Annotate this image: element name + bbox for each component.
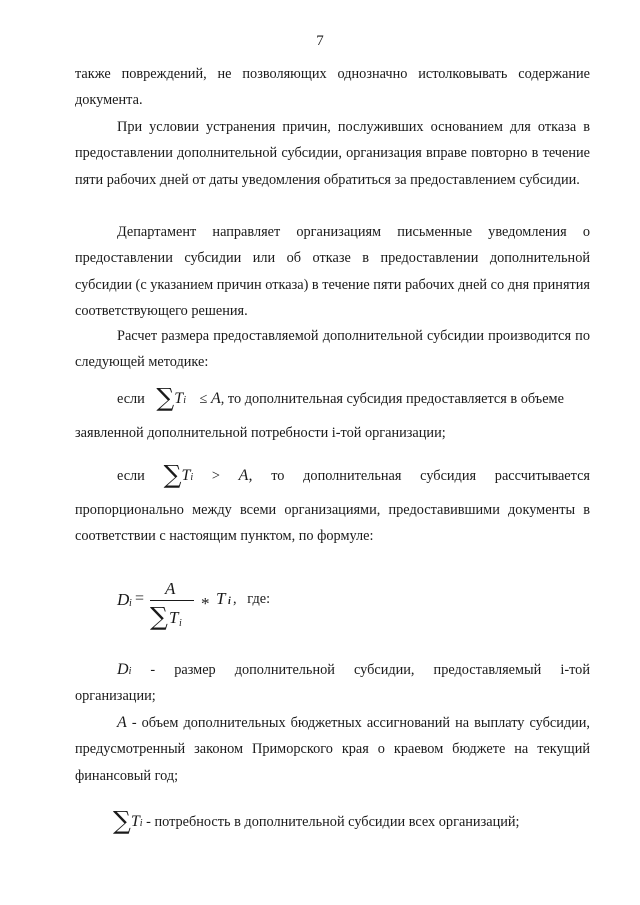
paragraph-1-line-2: документа. bbox=[75, 92, 143, 109]
paragraph-4: Расчет размера предоставляемой дополнительной субсидии производится по следующей методике: bbox=[75, 328, 590, 371]
condition-2-continuation-2: соответствии с настоящим пунктом, по формуле: bbox=[75, 528, 374, 544]
var-T: T bbox=[174, 390, 184, 407]
var-A: A bbox=[210, 390, 221, 407]
formula-where: , где: bbox=[233, 591, 271, 607]
sum-symbol: ∑ bbox=[156, 383, 175, 412]
definition-sum-T: ∑Ti - потребность в дополнительной субсидии всех организаций; bbox=[113, 806, 520, 835]
definition-D: Di - размер дополнительной субсидии, предоставляемый i-той bbox=[117, 661, 590, 678]
def-A-symbol: A bbox=[117, 714, 127, 731]
formula-denominator-T: T bbox=[169, 608, 179, 627]
condition-1-if: если bbox=[117, 391, 145, 407]
var-A: A, bbox=[238, 467, 253, 484]
condition-1 bbox=[117, 385, 564, 410]
def-D-sub: i bbox=[128, 666, 132, 677]
sum-symbol: ∑ bbox=[163, 460, 182, 489]
def-D-symbol: D bbox=[117, 661, 129, 678]
condition-2-continuation-1: пропорционально между всеми организациями, предоставившими документы в bbox=[75, 502, 590, 518]
condition-2-word-3: рассчитывается bbox=[494, 468, 590, 484]
paragraph-2: При условии устранения причин, послуживших основанием для отказа в предоставлении дополнительной субсидии, организация вправе повторно в течение пяти рабочих дней от даты уведомления обратиться за предоставлением субсидии. bbox=[75, 119, 590, 188]
formula-T: T bbox=[216, 589, 226, 608]
formula-denominator-sub: i bbox=[179, 618, 182, 629]
formula-D: D bbox=[117, 590, 130, 609]
formula-equals: = bbox=[135, 590, 145, 607]
condition-1-continuation: заявленной дополнительной потребности i-той организации; bbox=[75, 425, 446, 441]
definition-A: A - объем дополнительных бюджетных ассигнований на выплату субсидии, предусмотренный законом Приморского края о краевом бюджете на текущий финансовый год; bbox=[75, 714, 590, 784]
sub-i: i bbox=[183, 395, 186, 406]
paragraph-3: Департамент направляет организациям письменные уведомления о предоставлении субсидии или об отказе в предоставлении дополнительной субсидии (с указанием причин отказа) в течение пяти рабочих дней со дня принятия соответствующего решения. bbox=[75, 224, 590, 319]
leq-operator: ≤ bbox=[199, 391, 208, 407]
definition-D-continuation: организации; bbox=[75, 688, 156, 704]
formula-T-sub: i bbox=[228, 596, 231, 607]
def-T-symbol: T bbox=[130, 813, 140, 830]
condition-2-word-1: дополнительная bbox=[303, 468, 402, 484]
fraction-bar bbox=[150, 600, 194, 601]
condition-2-then: то bbox=[271, 468, 285, 484]
formula-sum: ∑ bbox=[150, 602, 168, 631]
def-sum-symbol: ∑ bbox=[113, 806, 131, 835]
paragraph-1-line-1: также повреждений, не позволяющих однозначно истолковывать содержание bbox=[75, 66, 590, 82]
gt-operator: > bbox=[211, 468, 220, 484]
condition-2-if: если bbox=[117, 468, 145, 484]
var-T: T bbox=[181, 467, 191, 484]
formula bbox=[117, 576, 317, 636]
page-number: 7 bbox=[316, 33, 324, 49]
formula-times: * bbox=[201, 594, 210, 613]
formula-numerator: A bbox=[165, 579, 176, 598]
condition-2-word-2: субсидия bbox=[420, 468, 477, 484]
paragraph-1 bbox=[75, 61, 590, 114]
condition-2 bbox=[75, 462, 590, 487]
sub-i: i bbox=[190, 472, 194, 483]
formula-D-sub: i bbox=[129, 598, 132, 609]
condition-1-text: , то дополнительная субсидия предоставляется в объеме bbox=[220, 391, 564, 407]
